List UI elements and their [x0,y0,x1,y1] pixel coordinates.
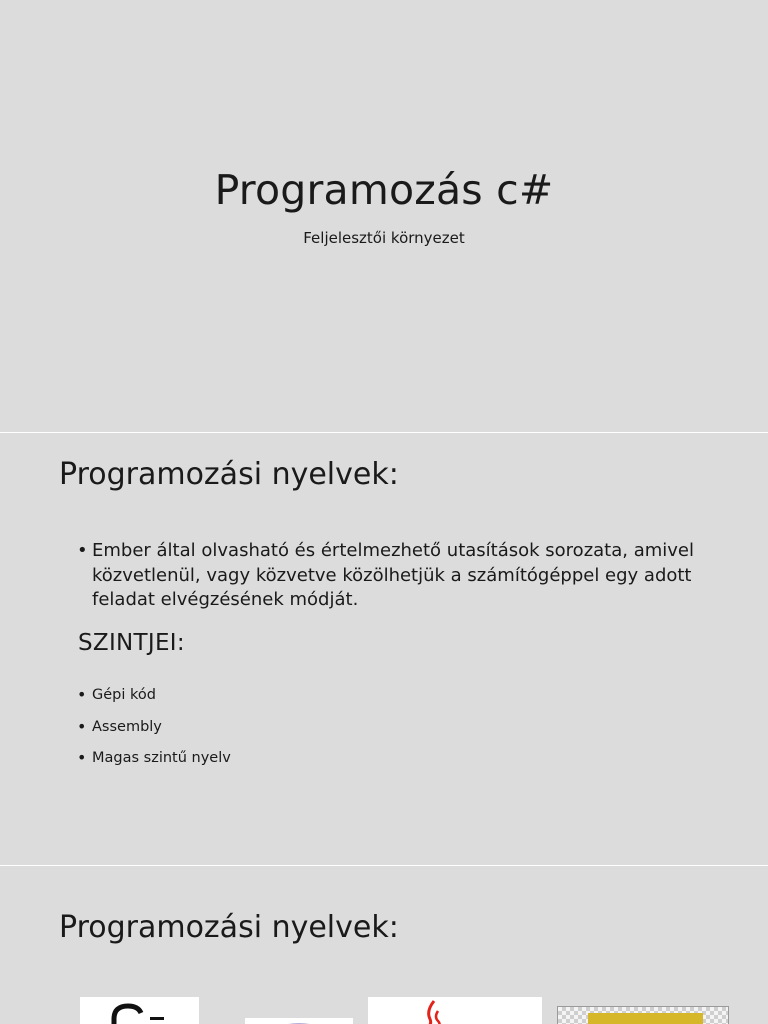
level-label: Magas szintű nyelv [92,750,231,766]
content-slide-definition [0,433,768,865]
list-item [77,685,156,705]
definition-bullet [77,539,717,613]
list-item [77,748,231,768]
levels-heading: SZINTJEI: [78,630,185,656]
definition-text: Ember által olvasható és értelmezhető utasítások sorozata, amivel közvetlenül, vagy közvetve közölhetjük a számítógéppel egy adott feladat elvégzésének módját. [92,540,694,610]
c-plus-plus-logo-icon [80,997,199,1024]
bullet-dot: • [77,717,87,736]
c-plus-plus-logo [80,997,199,1024]
bullet-dot: • [77,540,88,561]
presentation-title: Programozás c# [214,166,554,214]
slide-heading: Programozási nyelvek: [59,910,399,945]
bullet-dot: • [77,685,87,704]
python-logo [557,1006,729,1024]
level-label: Assembly [92,719,162,735]
title-slide [0,0,768,432]
bullet-dot: • [77,748,87,767]
java-cup-icon [368,997,542,1024]
presentation-subtitle: Feljelesztői környezet [303,229,465,247]
list-item [77,717,162,737]
round-logo [245,1018,353,1024]
java-logo [368,997,542,1024]
python-logo-icon [588,1013,703,1024]
slide-heading: Programozási nyelvek: [59,457,399,492]
content-slide-languages [0,866,768,1024]
level-label: Gépi kód [92,687,156,703]
